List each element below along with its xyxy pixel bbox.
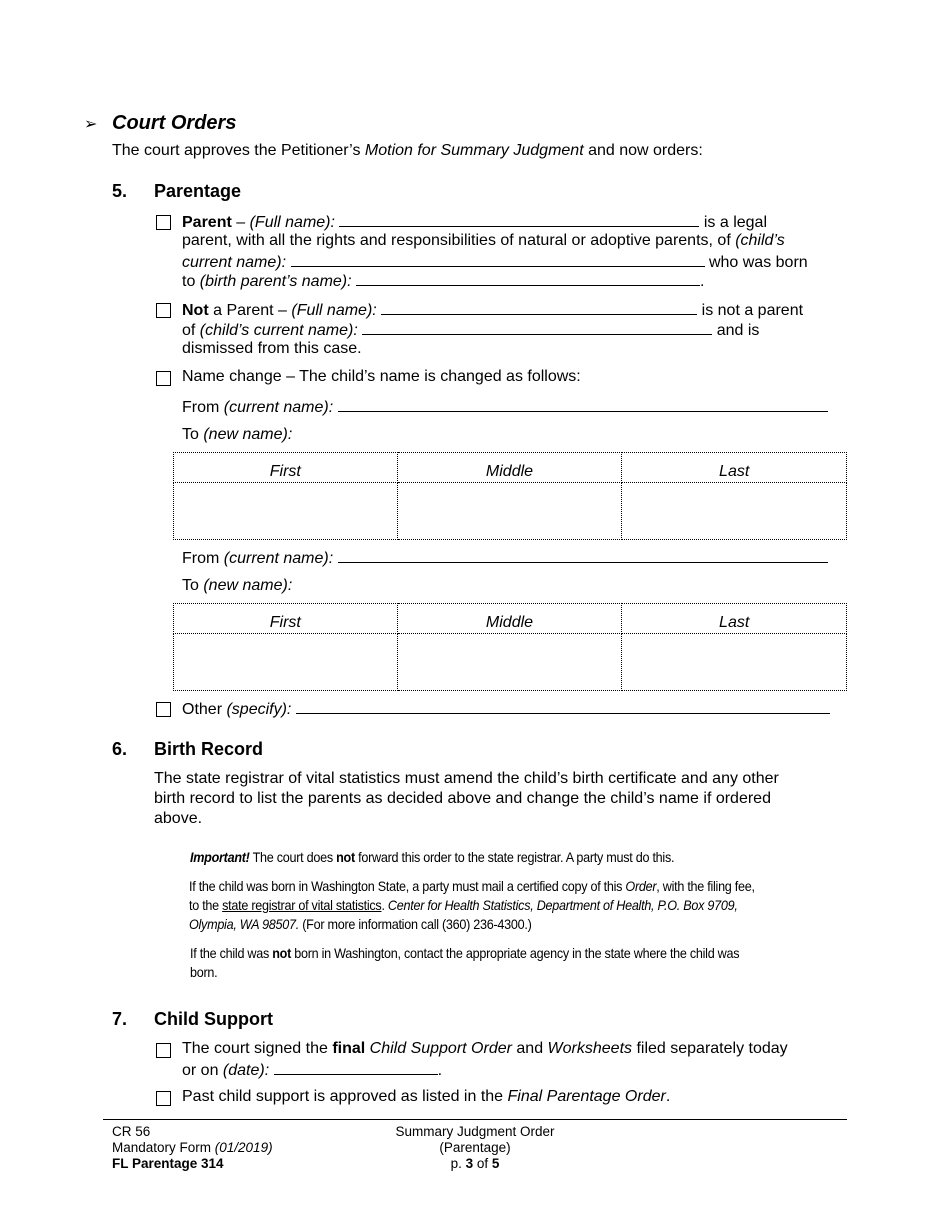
birth-record-para-3: above. bbox=[154, 810, 203, 827]
not-parent-line-2: of (child’s current name): and is bbox=[182, 322, 760, 339]
parent-line-3: current name): who was born bbox=[182, 254, 808, 271]
intro-text: The court approves the Petitioner’s Motion for Summary Judgment and now orders: bbox=[112, 142, 703, 159]
not-parent-child-name-field[interactable] bbox=[362, 320, 712, 335]
column-header-last: Last bbox=[622, 453, 847, 483]
last-name-cell[interactable] bbox=[622, 634, 847, 691]
footer-divider bbox=[103, 1119, 847, 1120]
parent-line-2: parent, with all the rights and responsibilities of natural or adoptive parents, of (child’s bbox=[182, 232, 785, 249]
parent-line-4: to (birth parent’s name): . bbox=[182, 273, 705, 290]
footer-left bbox=[112, 1124, 273, 1172]
child-support-date-field[interactable] bbox=[274, 1060, 438, 1075]
footer-form-title: Summary Judgment Order bbox=[395, 1124, 555, 1139]
section-title-birth-record: Birth Record bbox=[154, 739, 264, 759]
section-number-6: 6. bbox=[112, 739, 128, 759]
name-change-to-1: To (new name): bbox=[182, 426, 293, 443]
section-number-5: 5. bbox=[112, 181, 128, 201]
name-change-label: Name change – The child’s name is changed as follows: bbox=[182, 368, 581, 385]
birth-parent-name-field[interactable] bbox=[356, 271, 700, 286]
footer-mandatory: Mandatory Form (01/2019) bbox=[112, 1140, 273, 1155]
name-change-from-2: From (current name): bbox=[182, 548, 828, 568]
section-title-court-orders: Court Orders bbox=[112, 112, 237, 134]
column-header-first: First bbox=[174, 453, 398, 483]
section-title-child-support: Child Support bbox=[154, 1009, 273, 1029]
child-current-name-field[interactable] bbox=[291, 252, 705, 267]
child-support-line-1: The court signed the final Child Support Order and Worksheets filed separately today bbox=[182, 1040, 788, 1057]
washington-note-1: If the child was born in Washington State, a party must mail a certified copy of this Order, with the filing fee, bbox=[189, 878, 755, 894]
current-name-field-1[interactable] bbox=[338, 397, 828, 412]
first-name-cell[interactable] bbox=[174, 483, 398, 540]
current-name-field-2[interactable] bbox=[338, 548, 828, 563]
washington-note-2: to the state registrar of vital statistics. Center for Health Statistics, Department of Health, P.O. Box 9709, bbox=[189, 897, 738, 913]
column-header-last: Last bbox=[622, 604, 847, 634]
state-registrar-link[interactable]: state registrar of vital statistics bbox=[222, 897, 382, 913]
first-name-cell[interactable] bbox=[174, 634, 398, 691]
important-note: Important! The court does not forward this order to the state registrar. A party must do this. bbox=[190, 849, 675, 865]
not-parent-checkbox[interactable] bbox=[156, 303, 171, 318]
new-name-table-1 bbox=[173, 452, 847, 540]
footer-form-subtitle: (Parentage) bbox=[439, 1140, 511, 1155]
not-parent-line-1: Not a Parent – (Full name): is not a parent bbox=[182, 302, 804, 319]
child-support-line-2: or on (date): . bbox=[182, 1062, 443, 1079]
last-name-cell[interactable] bbox=[622, 483, 847, 540]
past-child-support-line: Past child support is approved as listed in the Final Parentage Order. bbox=[182, 1088, 671, 1105]
parent-line-1: Parent – (Full name): is a legal bbox=[182, 214, 768, 231]
parent-full-name-field[interactable] bbox=[339, 212, 699, 227]
name-change-to-2: To (new name): bbox=[182, 577, 293, 594]
birth-record-para-2: birth record to list the parents as decided above and change the child’s name if ordered bbox=[154, 790, 771, 807]
column-header-middle: Middle bbox=[397, 453, 622, 483]
section-number-7: 7. bbox=[112, 1009, 128, 1029]
column-header-first: First bbox=[174, 604, 398, 634]
not-parent-full-name-field[interactable] bbox=[381, 300, 697, 315]
new-name-table-2 bbox=[173, 603, 847, 691]
footer-form-id: FL Parentage 314 bbox=[112, 1156, 224, 1171]
not-parent-line-3: dismissed from this case. bbox=[182, 340, 362, 357]
washington-note-3: Olympia, WA 98507. (For more information call (360) 236-4300.) bbox=[189, 916, 532, 932]
past-child-support-checkbox[interactable] bbox=[156, 1091, 171, 1106]
other-checkbox[interactable] bbox=[156, 702, 171, 717]
footer-page-number: p. 3 of 5 bbox=[450, 1156, 500, 1171]
child-support-order-checkbox[interactable] bbox=[156, 1043, 171, 1058]
bullet-arrow-icon: ➢ bbox=[84, 116, 98, 133]
section-title-parentage: Parentage bbox=[154, 181, 242, 201]
footer-center bbox=[375, 1124, 575, 1172]
not-born-note-2: born. bbox=[190, 964, 218, 980]
middle-name-cell[interactable] bbox=[397, 634, 622, 691]
footer-court-rule: CR 56 bbox=[112, 1124, 151, 1139]
birth-record-para-1: The state registrar of vital statistics must amend the child’s birth certificate and any other bbox=[154, 770, 779, 787]
not-born-note-1: If the child was not born in Washington, contact the appropriate agency in the state where the child was bbox=[190, 945, 740, 961]
parent-checkbox[interactable] bbox=[156, 215, 171, 230]
other-specify-field[interactable] bbox=[296, 699, 830, 714]
column-header-middle: Middle bbox=[397, 604, 622, 634]
name-change-checkbox[interactable] bbox=[156, 371, 171, 386]
middle-name-cell[interactable] bbox=[397, 483, 622, 540]
other-line: Other (specify): bbox=[182, 699, 830, 719]
name-change-from-1: From (current name): bbox=[182, 397, 828, 417]
